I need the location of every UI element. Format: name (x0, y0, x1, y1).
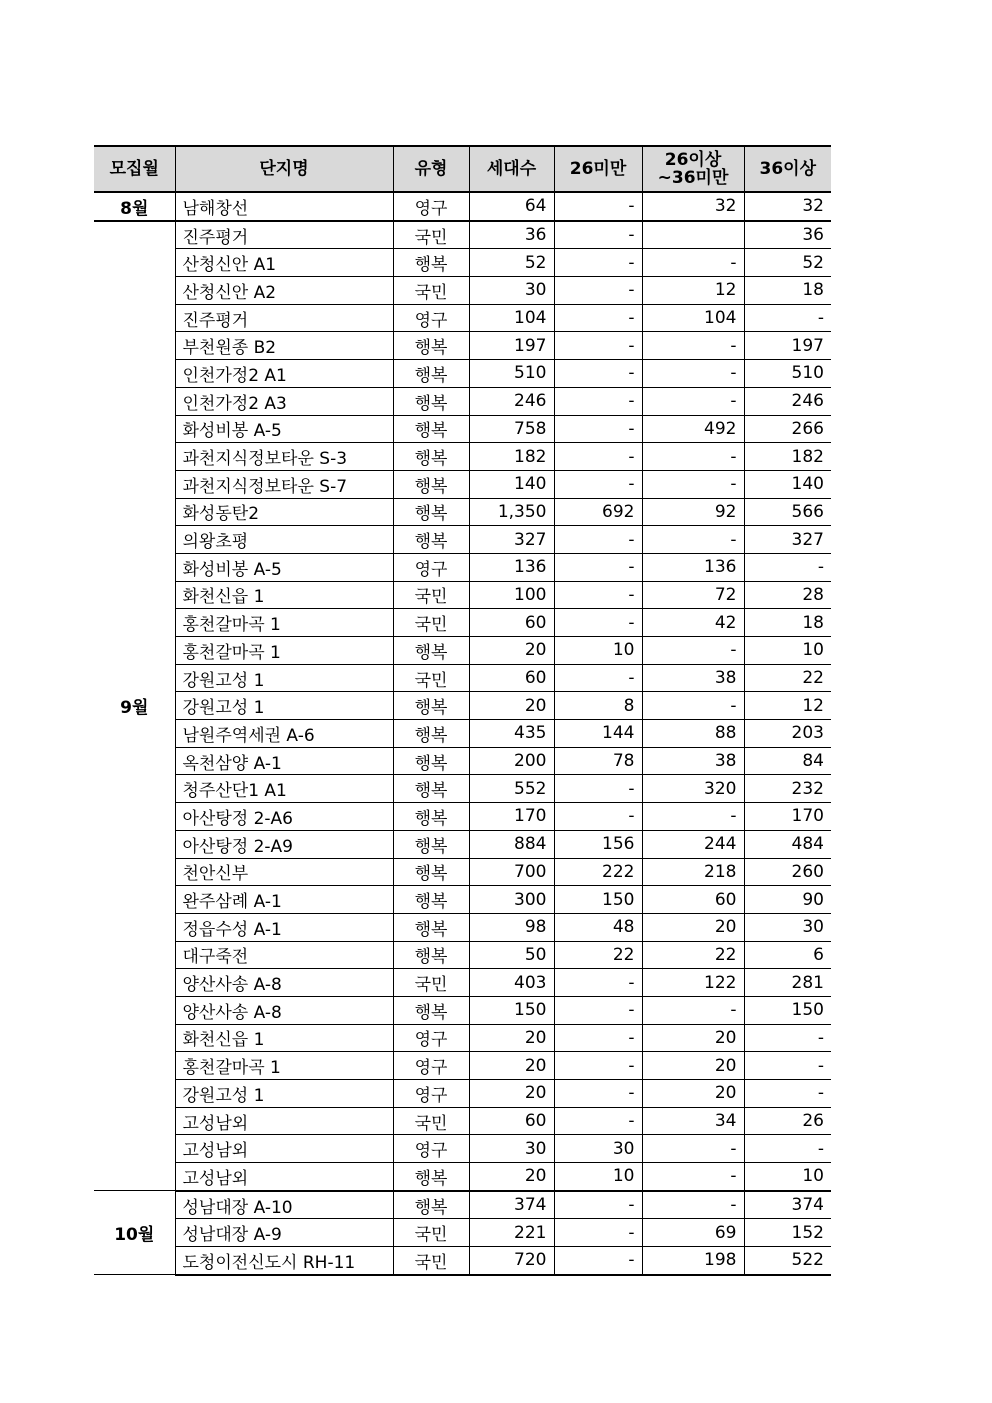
complex-name-cell: 강원고성 1 (175, 664, 393, 692)
over-36-cell: 232 (744, 775, 831, 803)
households-cell: 20 (469, 1052, 554, 1080)
complex-name-cell: 화성동탄2 (175, 498, 393, 526)
header-under-26: 26미만 (554, 146, 642, 192)
households-cell: 327 (469, 526, 554, 554)
type-cell: 행복 (393, 1163, 469, 1191)
type-cell: 영구 (393, 1052, 469, 1080)
age-26-36-cell: 136 (642, 553, 744, 581)
age-26-36-cell: 122 (642, 969, 744, 997)
households-cell: 758 (469, 415, 554, 443)
table-row (94, 1163, 831, 1191)
complex-name-cell: 강원고성 1 (175, 692, 393, 720)
complex-name-cell: 대구죽전 (175, 941, 393, 969)
complex-name-cell: 인천가정2 A3 (175, 387, 393, 415)
complex-name-cell: 화성비봉 A-5 (175, 553, 393, 581)
type-cell: 행복 (393, 720, 469, 748)
over-36-cell: 281 (744, 969, 831, 997)
housing-supply-table (94, 145, 831, 1276)
age-26-36-cell: - (642, 803, 744, 831)
table-row (94, 969, 831, 997)
age-26-36-cell: - (642, 470, 744, 498)
age-26-36-cell: 88 (642, 720, 744, 748)
households-cell: 1,350 (469, 498, 554, 526)
type-cell: 행복 (393, 886, 469, 914)
households-cell: 435 (469, 720, 554, 748)
header-complex-name: 단지명 (175, 146, 393, 192)
complex-name-cell: 고성남외 (175, 1135, 393, 1163)
households-cell: 100 (469, 581, 554, 609)
households-cell: 20 (469, 692, 554, 720)
type-cell: 행복 (393, 692, 469, 720)
table-row (94, 609, 831, 637)
households-cell: 140 (469, 470, 554, 498)
type-cell: 영구 (393, 1080, 469, 1108)
table-row (94, 581, 831, 609)
under-26-cell: - (554, 664, 642, 692)
table-row (94, 996, 831, 1024)
under-26-cell: 10 (554, 637, 642, 665)
complex-name-cell: 홍천갈마곡 1 (175, 1052, 393, 1080)
under-26-cell: - (554, 277, 642, 305)
age-26-36-cell: - (642, 526, 744, 554)
type-cell: 영구 (393, 1135, 469, 1163)
table-row (94, 1052, 831, 1080)
under-26-cell: - (554, 609, 642, 637)
type-cell: 행복 (393, 637, 469, 665)
complex-name-cell: 고성남외 (175, 1163, 393, 1191)
age-26-36-cell: 34 (642, 1107, 744, 1135)
type-cell: 영구 (393, 304, 469, 332)
type-cell: 행복 (393, 332, 469, 360)
under-26-cell: - (554, 1024, 642, 1052)
type-cell: 국민 (393, 1107, 469, 1135)
table-row (94, 886, 831, 914)
households-cell: 20 (469, 1080, 554, 1108)
over-36-cell: 18 (744, 609, 831, 637)
type-cell: 행복 (393, 249, 469, 277)
complex-name-cell: 완주삼례 A-1 (175, 886, 393, 914)
under-26-cell: - (554, 192, 642, 221)
table-row (94, 1080, 831, 1108)
over-36-cell: 170 (744, 803, 831, 831)
over-36-cell: 197 (744, 332, 831, 360)
type-cell: 행복 (393, 415, 469, 443)
month-cell: 10월 (94, 1191, 175, 1275)
header-type: 유형 (393, 146, 469, 192)
header-month: 모집월 (94, 146, 175, 192)
type-cell: 영구 (393, 192, 469, 221)
households-cell: 60 (469, 664, 554, 692)
complex-name-cell: 부천원종 B2 (175, 332, 393, 360)
table-row (94, 553, 831, 581)
under-26-cell: - (554, 1191, 642, 1219)
households-cell: 20 (469, 1163, 554, 1191)
households-cell: 510 (469, 360, 554, 388)
type-cell: 행복 (393, 858, 469, 886)
complex-name-cell: 아산탕정 2-A9 (175, 830, 393, 858)
type-cell: 행복 (393, 830, 469, 858)
table-row (94, 1191, 831, 1219)
over-36-cell: 260 (744, 858, 831, 886)
over-36-cell: 36 (744, 221, 831, 249)
under-26-cell: - (554, 996, 642, 1024)
households-cell: 150 (469, 996, 554, 1024)
over-36-cell: 510 (744, 360, 831, 388)
type-cell: 영구 (393, 1024, 469, 1052)
over-36-cell: 18 (744, 277, 831, 305)
age-26-36-cell: 60 (642, 886, 744, 914)
table-row (94, 720, 831, 748)
complex-name-cell: 도청이전신도시 RH-11 (175, 1247, 393, 1275)
age-26-36-cell: 320 (642, 775, 744, 803)
under-26-cell: - (554, 553, 642, 581)
type-cell: 국민 (393, 277, 469, 305)
age-26-36-cell: - (642, 360, 744, 388)
type-cell: 국민 (393, 221, 469, 249)
complex-name-cell: 산청신안 A1 (175, 249, 393, 277)
complex-name-cell: 의왕초평 (175, 526, 393, 554)
type-cell: 행복 (393, 941, 469, 969)
under-26-cell: 10 (554, 1163, 642, 1191)
households-cell: 30 (469, 277, 554, 305)
under-26-cell: 8 (554, 692, 642, 720)
age-26-36-cell: 104 (642, 304, 744, 332)
complex-name-cell: 천안신부 (175, 858, 393, 886)
over-36-cell: - (744, 304, 831, 332)
complex-name-cell: 화성비봉 A-5 (175, 415, 393, 443)
type-cell: 행복 (393, 913, 469, 941)
type-cell: 국민 (393, 664, 469, 692)
households-cell: 136 (469, 553, 554, 581)
age-26-36-cell: - (642, 637, 744, 665)
over-36-cell: 484 (744, 830, 831, 858)
over-36-cell: 28 (744, 581, 831, 609)
under-26-cell: - (554, 360, 642, 388)
complex-name-cell: 청주산단1 A1 (175, 775, 393, 803)
age-26-36-cell: 244 (642, 830, 744, 858)
over-36-cell: 522 (744, 1247, 831, 1275)
households-cell: 403 (469, 969, 554, 997)
households-cell: 20 (469, 637, 554, 665)
over-36-cell: 203 (744, 720, 831, 748)
table-row (94, 304, 831, 332)
households-cell: 36 (469, 221, 554, 249)
under-26-cell: - (554, 775, 642, 803)
age-26-36-cell: - (642, 332, 744, 360)
complex-name-cell: 정읍수성 A-1 (175, 913, 393, 941)
over-36-cell: 182 (744, 443, 831, 471)
age-26-36-cell: - (642, 1191, 744, 1219)
under-26-cell: - (554, 1107, 642, 1135)
table-row (94, 277, 831, 305)
over-36-cell: 84 (744, 747, 831, 775)
complex-name-cell: 인천가정2 A1 (175, 360, 393, 388)
under-26-cell: - (554, 332, 642, 360)
under-26-cell: - (554, 1052, 642, 1080)
table-row (94, 858, 831, 886)
households-cell: 64 (469, 192, 554, 221)
type-cell: 행복 (393, 803, 469, 831)
age-26-36-cell: 20 (642, 1052, 744, 1080)
table-row (94, 332, 831, 360)
complex-name-cell: 진주평거 (175, 221, 393, 249)
over-36-cell: 12 (744, 692, 831, 720)
type-cell: 행복 (393, 775, 469, 803)
households-cell: 552 (469, 775, 554, 803)
households-cell: 60 (469, 609, 554, 637)
age-26-36-cell: 38 (642, 747, 744, 775)
age-26-36-cell: 92 (642, 498, 744, 526)
type-cell: 국민 (393, 581, 469, 609)
table-row (94, 498, 831, 526)
type-cell: 행복 (393, 747, 469, 775)
households-cell: 700 (469, 858, 554, 886)
households-cell: 170 (469, 803, 554, 831)
over-36-cell: 150 (744, 996, 831, 1024)
households-cell: 197 (469, 332, 554, 360)
over-36-cell: 246 (744, 387, 831, 415)
under-26-cell: - (554, 1080, 642, 1108)
complex-name-cell: 강원고성 1 (175, 1080, 393, 1108)
age-26-36-cell: - (642, 996, 744, 1024)
type-cell: 국민 (393, 609, 469, 637)
over-36-cell: 10 (744, 637, 831, 665)
table-row (94, 1107, 831, 1135)
age-26-36-cell (642, 221, 744, 249)
table-row (94, 637, 831, 665)
complex-name-cell: 남해창선 (175, 192, 393, 221)
table-row (94, 1219, 831, 1247)
under-26-cell: 692 (554, 498, 642, 526)
under-26-cell: - (554, 304, 642, 332)
households-cell: 20 (469, 1024, 554, 1052)
complex-name-cell: 과천지식정보타운 S-7 (175, 470, 393, 498)
age-26-36-cell: 38 (642, 664, 744, 692)
age-26-36-cell: 22 (642, 941, 744, 969)
households-cell: 221 (469, 1219, 554, 1247)
households-cell: 50 (469, 941, 554, 969)
header-26-to-36: 26이상 ~36미만 (642, 146, 744, 192)
table-row (94, 692, 831, 720)
table-row (94, 1135, 831, 1163)
under-26-cell: - (554, 470, 642, 498)
table-row (94, 775, 831, 803)
households-cell: 200 (469, 747, 554, 775)
header-over-36: 36이상 (744, 146, 831, 192)
month-cell: 9월 (94, 221, 175, 1191)
type-cell: 국민 (393, 1247, 469, 1275)
households-cell: 182 (469, 443, 554, 471)
age-26-36-cell: 492 (642, 415, 744, 443)
under-26-cell: - (554, 415, 642, 443)
households-cell: 720 (469, 1247, 554, 1275)
age-26-36-cell: 20 (642, 1080, 744, 1108)
over-36-cell: 52 (744, 249, 831, 277)
households-cell: 60 (469, 1107, 554, 1135)
complex-name-cell: 남원주역세권 A-6 (175, 720, 393, 748)
over-36-cell: 10 (744, 1163, 831, 1191)
type-cell: 국민 (393, 969, 469, 997)
table-row (94, 941, 831, 969)
type-cell: 행복 (393, 526, 469, 554)
header-households: 세대수 (469, 146, 554, 192)
table-row (94, 470, 831, 498)
over-36-cell: 566 (744, 498, 831, 526)
households-cell: 300 (469, 886, 554, 914)
type-cell: 영구 (393, 553, 469, 581)
complex-name-cell: 산청신안 A2 (175, 277, 393, 305)
under-26-cell: - (554, 1219, 642, 1247)
over-36-cell: 90 (744, 886, 831, 914)
table-row (94, 360, 831, 388)
age-26-36-cell: 72 (642, 581, 744, 609)
under-26-cell: 144 (554, 720, 642, 748)
type-cell: 행복 (393, 498, 469, 526)
age-26-36-cell: - (642, 1135, 744, 1163)
complex-name-cell: 성남대장 A-9 (175, 1219, 393, 1247)
age-26-36-cell: - (642, 1163, 744, 1191)
under-26-cell: - (554, 1247, 642, 1275)
table-row (94, 192, 831, 221)
under-26-cell: 22 (554, 941, 642, 969)
complex-name-cell: 양산사송 A-8 (175, 969, 393, 997)
table-header-row (94, 146, 831, 192)
complex-name-cell: 홍천갈마곡 1 (175, 609, 393, 637)
age-26-36-cell: 42 (642, 609, 744, 637)
under-26-cell: - (554, 443, 642, 471)
over-36-cell: 32 (744, 192, 831, 221)
type-cell: 행복 (393, 443, 469, 471)
complex-name-cell: 성남대장 A-10 (175, 1191, 393, 1219)
table-row (94, 249, 831, 277)
table-row (94, 443, 831, 471)
households-cell: 52 (469, 249, 554, 277)
under-26-cell: 156 (554, 830, 642, 858)
complex-name-cell: 옥천삼양 A-1 (175, 747, 393, 775)
age-26-36-cell: - (642, 443, 744, 471)
under-26-cell: - (554, 387, 642, 415)
households-cell: 104 (469, 304, 554, 332)
households-cell: 884 (469, 830, 554, 858)
under-26-cell: 30 (554, 1135, 642, 1163)
over-36-cell: 22 (744, 664, 831, 692)
households-cell: 98 (469, 913, 554, 941)
over-36-cell: - (744, 1135, 831, 1163)
type-cell: 행복 (393, 1191, 469, 1219)
table-row (94, 221, 831, 249)
complex-name-cell: 진주평거 (175, 304, 393, 332)
table-row (94, 664, 831, 692)
age-26-36-cell: 20 (642, 913, 744, 941)
over-36-cell: 140 (744, 470, 831, 498)
age-26-36-cell: 198 (642, 1247, 744, 1275)
age-26-36-cell: - (642, 249, 744, 277)
type-cell: 행복 (393, 470, 469, 498)
table-row (94, 415, 831, 443)
complex-name-cell: 고성남외 (175, 1107, 393, 1135)
age-26-36-cell: 12 (642, 277, 744, 305)
over-36-cell: - (744, 1052, 831, 1080)
complex-name-cell: 홍천갈마곡 1 (175, 637, 393, 665)
under-26-cell: - (554, 526, 642, 554)
complex-name-cell: 아산탕정 2-A6 (175, 803, 393, 831)
over-36-cell: 266 (744, 415, 831, 443)
over-36-cell: 30 (744, 913, 831, 941)
complex-name-cell: 화천신읍 1 (175, 1024, 393, 1052)
households-cell: 374 (469, 1191, 554, 1219)
table-row (94, 387, 831, 415)
under-26-cell: - (554, 221, 642, 249)
over-36-cell: 26 (744, 1107, 831, 1135)
table-row (94, 526, 831, 554)
age-26-36-cell: 218 (642, 858, 744, 886)
under-26-cell: - (554, 803, 642, 831)
table-row (94, 1247, 831, 1275)
households-cell: 30 (469, 1135, 554, 1163)
under-26-cell: 78 (554, 747, 642, 775)
table-body (94, 192, 831, 1275)
table-row (94, 1024, 831, 1052)
month-cell: 8월 (94, 192, 175, 221)
type-cell: 행복 (393, 387, 469, 415)
over-36-cell: - (744, 1080, 831, 1108)
households-cell: 246 (469, 387, 554, 415)
age-26-36-cell: 32 (642, 192, 744, 221)
table-row (94, 830, 831, 858)
type-cell: 행복 (393, 996, 469, 1024)
type-cell: 국민 (393, 1219, 469, 1247)
over-36-cell: - (744, 553, 831, 581)
under-26-cell: 150 (554, 886, 642, 914)
under-26-cell: - (554, 581, 642, 609)
complex-name-cell: 화천신읍 1 (175, 581, 393, 609)
age-26-36-cell: 20 (642, 1024, 744, 1052)
over-36-cell: 327 (744, 526, 831, 554)
table-row (94, 803, 831, 831)
over-36-cell: 152 (744, 1219, 831, 1247)
over-36-cell: 6 (744, 941, 831, 969)
housing-table-container (94, 145, 831, 1276)
under-26-cell: - (554, 969, 642, 997)
under-26-cell: 48 (554, 913, 642, 941)
age-26-36-cell: - (642, 387, 744, 415)
age-26-36-cell: 69 (642, 1219, 744, 1247)
complex-name-cell: 과천지식정보타운 S-3 (175, 443, 393, 471)
table-row (94, 913, 831, 941)
over-36-cell: - (744, 1024, 831, 1052)
over-36-cell: 374 (744, 1191, 831, 1219)
age-26-36-cell: - (642, 692, 744, 720)
complex-name-cell: 양산사송 A-8 (175, 996, 393, 1024)
table-row (94, 747, 831, 775)
under-26-cell: 222 (554, 858, 642, 886)
under-26-cell: - (554, 249, 642, 277)
type-cell: 행복 (393, 360, 469, 388)
